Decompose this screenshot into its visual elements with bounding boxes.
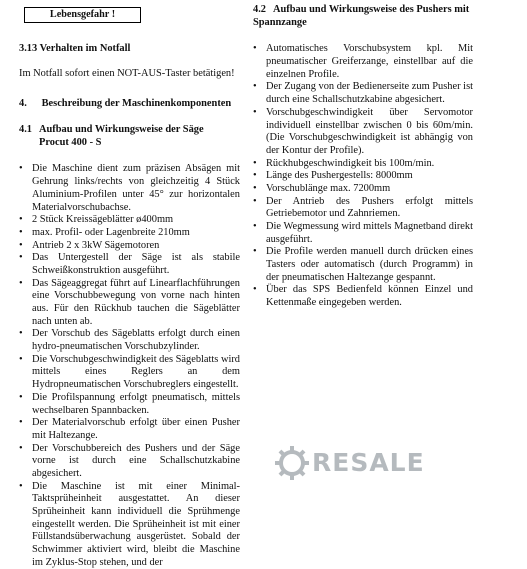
list-item: • Der Vorschubbereich des Pushers und der Säge vorne ist durch eine Schallschutzkabine abgesichert.: [19, 443, 240, 481]
heading-4-number: 4.: [19, 98, 27, 110]
heading-4-1-number: 4.1: [19, 124, 32, 136]
list-item: • Über das SPS Bedienfeld können Einzel und Kettenmaße eingegeben werden.: [253, 284, 473, 309]
heading-4-2: [253, 4, 473, 29]
list-item: • Die Profilspannung erfolgt pneumatisch, mittels wechselbaren Spannbacken.: [19, 392, 240, 417]
list-item: • max. Profil- oder Lagenbreite 210mm: [19, 227, 240, 240]
list-item: • Das Sägeaggregat führt auf Linearflachführungen eine Vorschubbewegung von vorne nach hinten aus. Für den Rückhub tauchen die Sägeblätter nach unten ab.: [19, 278, 240, 329]
gear-icon: [274, 445, 310, 481]
watermark-text: RESALE: [312, 447, 425, 477]
list-item: • Der Zugang von der Bedienerseite zum Pusher ist durch eine Schallschutzkabine abgesichert.: [253, 81, 473, 106]
pusher-feature-list: [253, 43, 473, 309]
list-item: • Rückhubgeschwindigkeit bis 100m/min.: [253, 158, 473, 171]
list-item: • Der Materialvorschub erfolgt über einen Pusher mit Haltezange.: [19, 417, 240, 442]
left-column: [19, 0, 240, 569]
list-item: • Die Maschine ist mit einer Minimal-Taktsprüheinheit ausgestattet. An dieser Sprüheinheit kann individuell die Sprühmenge eingestellt werden. Die Sprüheinheit ist mit einer Füllstandsüberwachung ausgerüstet. Sobald der Schwimmer aktiviert wird, bleibt die Maschine im Zyklus-Stop stehen, und der: [19, 481, 240, 569]
heading-4-1: [19, 124, 240, 149]
warning-box: Lebensgefahr !: [24, 7, 141, 23]
heading-4-2-title: Aufbau und Wirkungsweise des Pushers mit Spannzange: [253, 4, 470, 28]
list-item: • Der Antrieb des Pushers erfolgt mittels Getriebemotor und Zahnriemen.: [253, 196, 473, 221]
list-item: • Antrieb 2 x 3kW Sägemotoren: [19, 240, 240, 253]
heading-4-title: Beschreibung der Maschinenkomponenten: [41, 98, 232, 110]
right-column: [253, 0, 473, 310]
notfall-text: Im Notfall sofort einen NOT-AUS-Taster betätigen!: [19, 67, 235, 79]
list-item: • Vorschubgeschwindigkeit über Servomotor individuell einstellbar zwischen 0 bis 60m/min. (Die Vorschubgeschwindigkeit ist abhängig von der Kontur der Profile).: [253, 107, 473, 158]
list-item: • Automatisches Vorschubsystem kpl. Mit pneumatischer Greiferzange, einstellbar auf die einzelnen Profile.: [253, 43, 473, 81]
heading-4-2-number: 4.2: [253, 4, 266, 15]
heading-4: [19, 98, 240, 111]
saege-feature-list: [19, 163, 240, 569]
list-item: • Die Profile werden manuell durch drücken eines Tasters oder automatisch (durch Programm) in der pneumatischen Haltezange gespannt.: [253, 246, 473, 284]
list-item: • Vorschublänge max. 7200mm: [253, 183, 473, 196]
heading-4-1-line2: Procut 400 - S: [39, 136, 102, 148]
list-item: • Die Vorschubgeschwindigkeit des Sägeblatts wird mittels eines Reglers an dem Hydropneumatischen Vorschubreglers eingestellt.: [19, 354, 240, 392]
list-item: • 2 Stück Kreissägeblätter ø400mm: [19, 214, 240, 227]
resale-watermark: [274, 445, 425, 481]
list-item: • Länge des Pushergestells: 8000mm: [253, 170, 473, 183]
heading-4-1-line1: Aufbau und Wirkungsweise der Säge: [39, 124, 204, 136]
list-item: • Der Vorschub des Sägeblatts erfolgt durch einen hydro-pneumatischen Vorschubzylinder.: [19, 328, 240, 353]
heading-3-13: 3.13 Verhalten im Notfall: [19, 43, 131, 54]
list-item: • Die Wegmessung wird mittels Magnetband direkt ausgeführt.: [253, 221, 473, 246]
list-item: • Die Maschine dient zum präzisen Absägen mit Gehrung links/rechts von gleichzeitig 4 Stück Aluminium-Profilen unter 45° zur horizontalen Materialvorschubachse.: [19, 163, 240, 214]
list-item: • Das Untergestell der Säge ist als stabile Schweißkonstruktion ausgeführt.: [19, 252, 240, 277]
